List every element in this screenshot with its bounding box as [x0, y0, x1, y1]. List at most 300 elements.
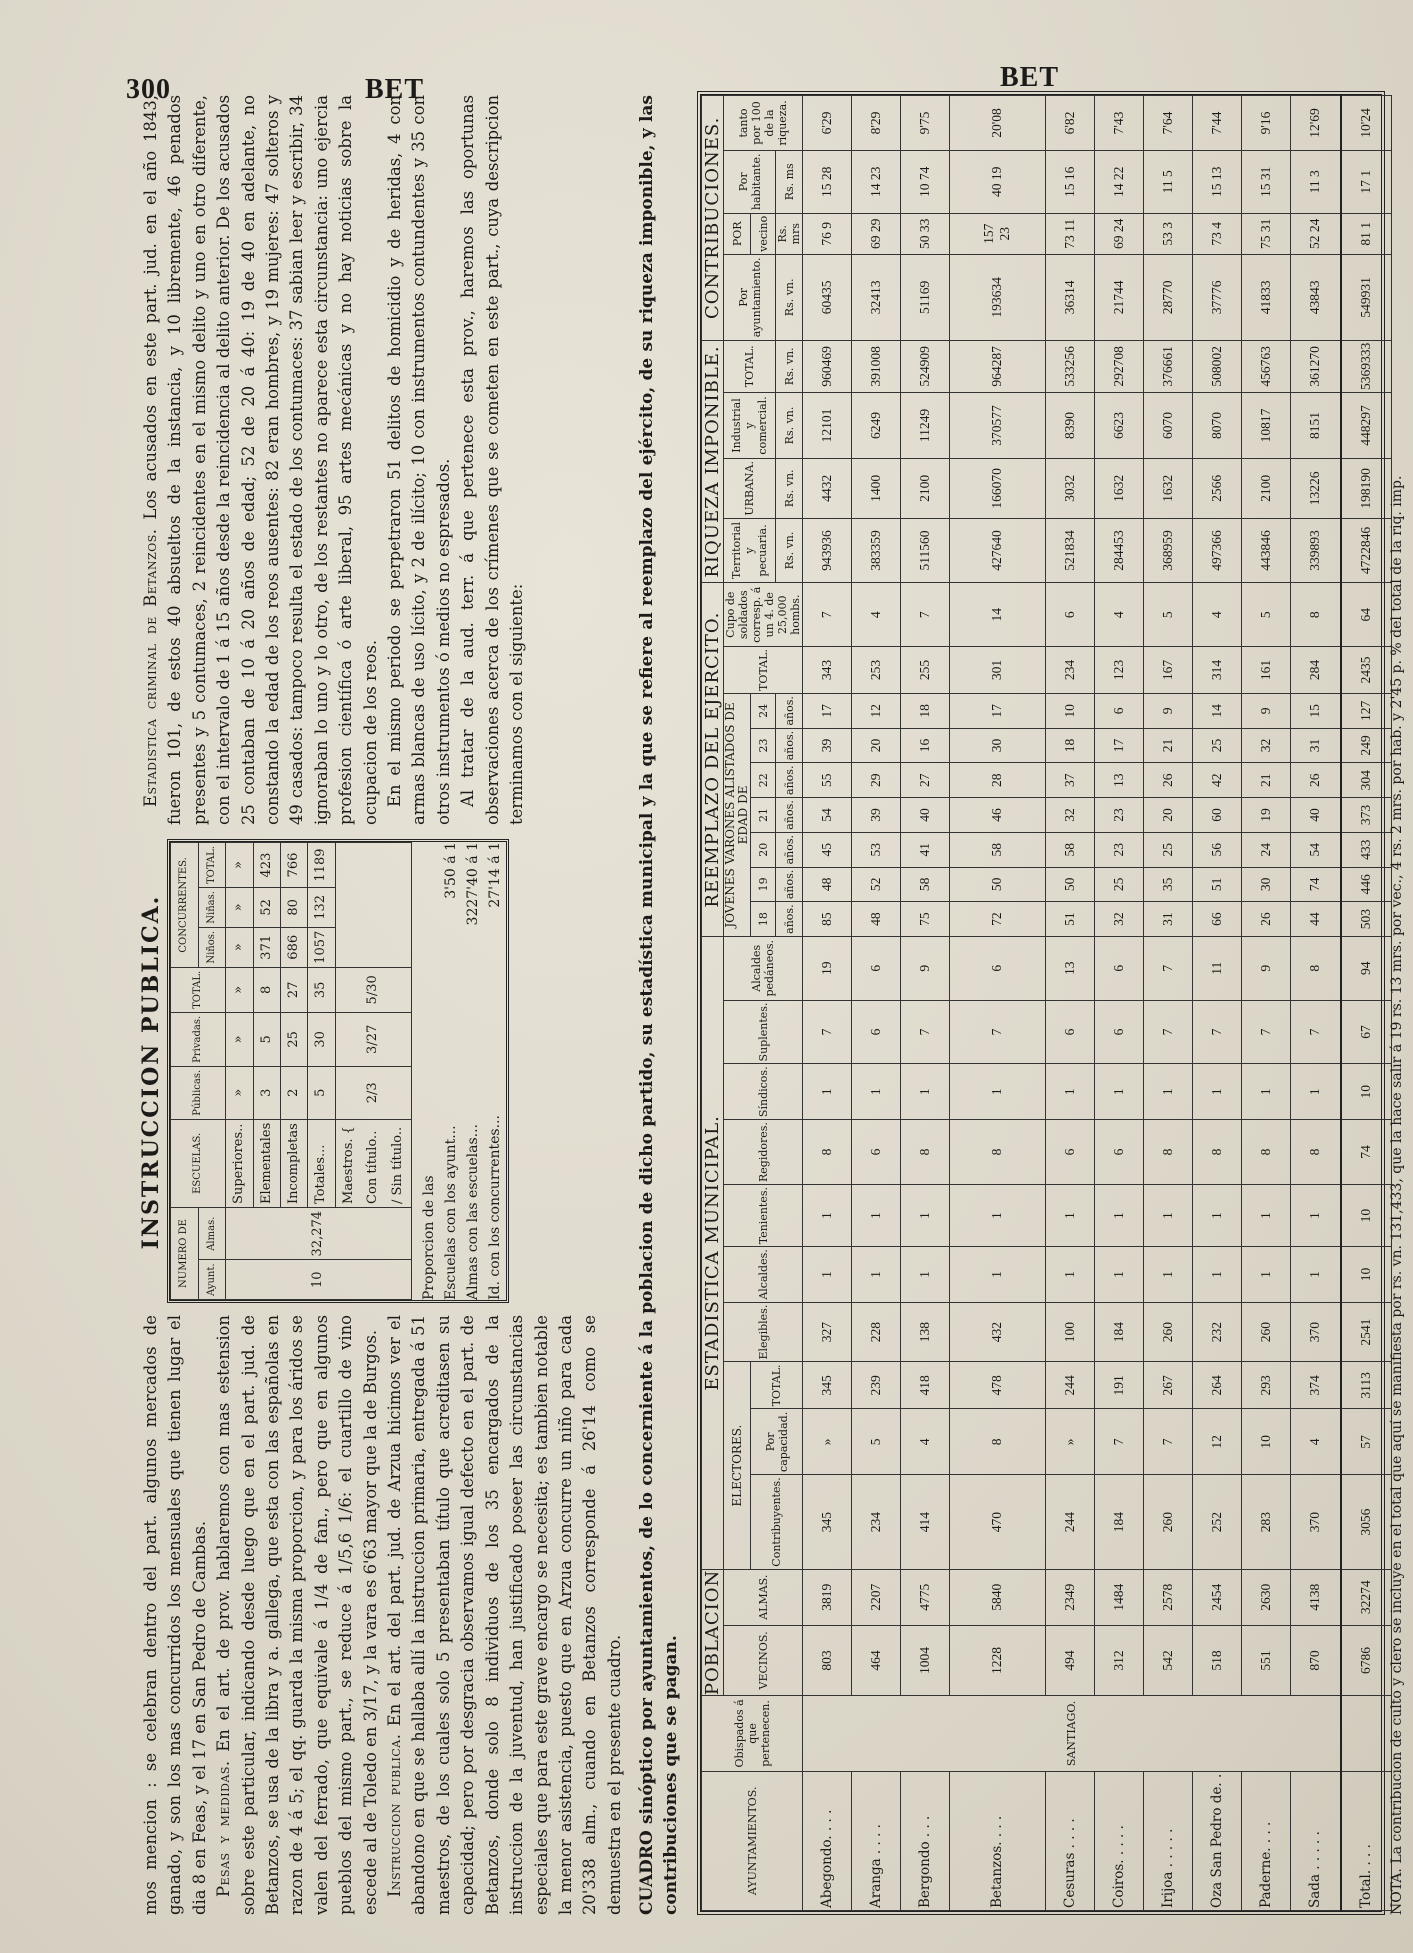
head-anos: años. — [776, 798, 803, 833]
cell-e19: 446 — [1341, 867, 1392, 902]
cell-tot: 456763 — [1241, 340, 1290, 392]
cell-et: 239 — [852, 1362, 901, 1409]
cell-tot: 964287 — [950, 340, 1045, 392]
cell-ec: 370 — [1290, 1475, 1341, 1569]
page-number: 300 — [126, 74, 171, 105]
cell-ph: 40 19 — [950, 150, 1045, 213]
cell-eleg: 100 — [1045, 1302, 1094, 1362]
cell-e22: 304 — [1341, 763, 1392, 798]
cell-pct: 8'29 — [852, 96, 901, 151]
cell: 132 — [308, 888, 335, 928]
cell: 1189 — [308, 843, 335, 888]
head-escuelas: ESCUELAS. — [171, 1119, 226, 1207]
cell-ten: 1 — [1045, 1185, 1094, 1247]
value: 3227'40 á 1 — [465, 842, 482, 926]
cell-alc: 1 — [1094, 1247, 1143, 1302]
table-row — [803, 96, 852, 1911]
upper-band — [135, 95, 635, 1915]
cell-e18: 31 — [1143, 902, 1192, 937]
paragraph-mercados: mos mencion : se celebran dentro del part. algunos mercados de ganado, y son los mas concurridos los mensuales que tienen lugar el dia 8 en Feas, y el 17 en San Pedro de Cambas. — [141, 1315, 209, 1915]
cell-tot: 361270 — [1290, 340, 1341, 392]
cell-e23: 32 — [1241, 728, 1290, 763]
cell-alc: 1 — [1192, 1247, 1241, 1302]
cell-e23: 31 — [1290, 728, 1341, 763]
cell: » — [226, 888, 253, 928]
cell: 5 — [308, 1066, 335, 1119]
cell-pv: 73 4 — [1192, 213, 1241, 254]
cell-ec: 345 — [803, 1475, 852, 1569]
cell-eleg: 232 — [1192, 1302, 1241, 1362]
cell-terr: 497366 — [1192, 518, 1241, 583]
cell-cupo: 4 — [852, 583, 901, 647]
cell-pay: 32413 — [852, 254, 901, 340]
ayuntamiento-name: Abegondo. . . . — [803, 1771, 852, 1910]
cell-e22: 55 — [803, 763, 852, 798]
cell: 8 — [253, 967, 280, 1012]
nota — [1387, 95, 1407, 1915]
row-label: Totales... — [308, 1119, 335, 1207]
head-rtot: TOTAL. — [724, 340, 776, 392]
head-obispados: Obispados á que pertenecen. — [702, 1696, 803, 1772]
cell-reg: 6 — [1045, 1120, 1094, 1185]
cell-vec: 494 — [1045, 1625, 1094, 1695]
proporcion-row — [462, 842, 484, 1300]
cell-e23: 18 — [1045, 728, 1094, 763]
head-age-18: 18 — [751, 902, 776, 937]
unit-rsvn: Rs. vn. — [776, 392, 803, 458]
cell-ph: 10 74 — [901, 150, 950, 213]
instruccion-title: INSTRUCCION PUBLICA. — [138, 894, 164, 1250]
cell-e19: 50 — [1045, 867, 1094, 902]
cell-e24: 17 — [803, 693, 852, 728]
cell-cupo: 5 — [1241, 583, 1290, 647]
head-anos: años. — [776, 728, 803, 763]
cell-sin: 1 — [1143, 1064, 1192, 1120]
value: 2 — [365, 1094, 381, 1104]
cell: 52 — [253, 888, 280, 928]
cell-ec: 184 — [1094, 1475, 1143, 1569]
head-anos: años. — [776, 693, 803, 728]
value: 27'14 á 1 — [487, 842, 504, 908]
obispado-cell: SANTIAGO. — [803, 1696, 1341, 1772]
cell-sup: 7 — [901, 1000, 950, 1064]
cell-ten: 1 — [950, 1185, 1045, 1247]
row-label: Superiores.. — [226, 1119, 253, 1207]
paragraph-text: En el art. de prov. hablaremos con mas estension sobre este particular, indicando desde luego que en el part. jud. de Betanzos, se usa de la libra y a. gallega, que esta con las españolas en razon de 4 á 5; el qq. guarda la misma proporcion, y para los áridos se valen del ferrado, que equivale á 1/4 de fan., pero que en algunos pueblos del mismo part., se reduce á 1/5,6 1/6: el cuartillo de vino escede al de Toledo en 3/17, y la vara es 6'63 mayor que la de Burgos. — [214, 1315, 380, 1915]
cell-et: 345 — [803, 1362, 852, 1409]
cell-eleg: 228 — [852, 1302, 901, 1362]
paragraph-conclusion: Al tratar de la aud. terr. á que pertenece esta prov., haremos las oportunas observaciones acerca de los crímenes que se cometen en este part., cuya descripcion terminamos con el siguiente: — [458, 95, 527, 825]
cell-ep: 7 — [1143, 1409, 1192, 1475]
ayuntamiento-name: Cesuras . . . . — [1045, 1771, 1094, 1910]
cell-vec: 542 — [1143, 1625, 1192, 1695]
cell-alc: 10 — [1341, 1247, 1392, 1302]
head-alcaldes: Alcaldes. — [724, 1247, 803, 1302]
cell-pct: 6'82 — [1045, 96, 1094, 151]
cell-rt: 255 — [901, 647, 950, 694]
cell-cupo: 14 — [950, 583, 1045, 647]
cell-ep: 12 — [1192, 1409, 1241, 1475]
unit-rsvn: Rs. vn. — [776, 459, 803, 519]
cell-tot: 508002 — [1192, 340, 1241, 392]
cell-pay: 36314 — [1045, 254, 1094, 340]
cell-e22: 26 — [1143, 763, 1192, 798]
head-ayuntamientos: AYUNTAMIENTOS. — [702, 1771, 803, 1910]
label: Id. con los concurrentes... — [487, 1115, 504, 1300]
cell-ec: 244 — [1045, 1475, 1094, 1569]
ayuntamiento-name: Sada . . . . . — [1290, 1771, 1341, 1910]
cell-urb: 198190 — [1341, 459, 1392, 519]
cell-sin: 1 — [950, 1064, 1045, 1120]
cell-alc: 1 — [1290, 1247, 1341, 1302]
cell-e18: 503 — [1341, 902, 1392, 937]
paragraph-head: Instruccion publica. — [385, 1733, 405, 1897]
cell-e18: 44 — [1290, 902, 1341, 937]
cell-tot: 391008 — [852, 340, 901, 392]
blank-cell — [335, 843, 411, 968]
cell-e21: 23 — [1094, 798, 1143, 833]
cell-vec: 803 — [803, 1625, 852, 1695]
cell-e23: 20 — [852, 728, 901, 763]
cell-pv: 75 31 — [1241, 213, 1290, 254]
cell-e19: 48 — [803, 867, 852, 902]
cell-tot: 960469 — [803, 340, 852, 392]
cell-e22: 28 — [950, 763, 1045, 798]
cell-e20: 23 — [1094, 832, 1143, 867]
cell-pv: 73 11 — [1045, 213, 1094, 254]
cell-cupo: 4 — [1094, 583, 1143, 647]
cell-reg: 6 — [852, 1120, 901, 1185]
cell-sin: 1 — [1241, 1064, 1290, 1120]
cell-et: 418 — [901, 1362, 950, 1409]
cell-e21: 46 — [950, 798, 1045, 833]
running-head-left: BET — [365, 74, 425, 105]
unit-rsvn: Rs. vn. — [776, 254, 803, 340]
cell-rt: 343 — [803, 647, 852, 694]
cell-pct: 20'08 — [950, 96, 1045, 151]
table-row — [852, 96, 901, 1911]
value: 3 — [365, 1082, 381, 1091]
cell: 5/30 — [335, 967, 411, 1012]
cell-e21: 39 — [852, 798, 901, 833]
cell-reg: 8 — [1192, 1120, 1241, 1185]
cell-cupo: 4 — [1192, 583, 1241, 647]
cell-rt: 2435 — [1341, 647, 1392, 694]
head-territorial: Territorial y pecuaria. — [724, 518, 776, 583]
cell-terr: 4722846 — [1341, 518, 1392, 583]
paragraph-pesas — [212, 1315, 383, 1915]
cell: 766 — [281, 843, 308, 888]
unit-rsmrs: Rs. mrs — [776, 213, 803, 254]
cell-reg: 6 — [1094, 1120, 1143, 1185]
head-almas: ALMAS. — [724, 1569, 803, 1625]
unit-rsms: Rs. ms — [776, 150, 803, 213]
head-anos: años. — [776, 832, 803, 867]
head-sindicos: Síndicos. — [724, 1064, 803, 1120]
cell-e24: 18 — [901, 693, 950, 728]
cell-e19: 35 — [1143, 867, 1192, 902]
cell-rt: 161 — [1241, 647, 1290, 694]
cell-terr: 511560 — [901, 518, 950, 583]
cell-pv: 69 24 — [1094, 213, 1143, 254]
cell-tot: 5369333 — [1341, 340, 1392, 392]
cell-vec: 551 — [1241, 1625, 1290, 1695]
cell-urb: 2566 — [1192, 459, 1241, 519]
group-riqueza: RIQUEZA IMPONIBLE. — [702, 340, 724, 583]
cell-ph: 17 1 — [1341, 150, 1392, 213]
cell-reg: 8 — [1143, 1120, 1192, 1185]
maestros-label: Maestros. — [340, 1138, 356, 1204]
cell-terr: 284453 — [1094, 518, 1143, 583]
cell-terr: 427640 — [950, 518, 1045, 583]
cell-ped: 9 — [901, 936, 950, 1000]
cell-e18: 72 — [950, 902, 1045, 937]
cell-e19: 52 — [852, 867, 901, 902]
cell-rt: 234 — [1045, 647, 1094, 694]
cell-et: 264 — [1192, 1362, 1241, 1409]
head-urbana: URBANA. — [724, 459, 776, 519]
cell-alm: 2630 — [1241, 1569, 1290, 1625]
cell-eleg: 327 — [803, 1302, 852, 1362]
proporcion-row — [484, 842, 506, 1300]
table-row — [226, 843, 253, 1300]
head-age-22: 22 — [751, 763, 776, 798]
cell-ten: 1 — [1192, 1185, 1241, 1247]
cell-pay: 37776 — [1192, 254, 1241, 340]
cell-alm: 5840 — [950, 1569, 1045, 1625]
cell-pay: 43843 — [1290, 254, 1341, 340]
row-label: Elementales — [253, 1119, 280, 1207]
value: 27 — [365, 1024, 381, 1042]
cell-e24: 17 — [950, 693, 1045, 728]
cell-e22: 26 — [1290, 763, 1341, 798]
cell-e18: 85 — [803, 902, 852, 937]
head-habitante: Por habitante. — [724, 150, 776, 213]
table-row — [1045, 96, 1094, 1911]
cell-tot: 524909 — [901, 340, 950, 392]
total-row — [1341, 96, 1392, 1911]
nota-text: La contribucion de culto y clero se incluye en el total que aquí se manifiesta por rs. vn. 131,433, que la hace salir á 19 rs. 13 mrs. por vec., 4 rs. 2 mrs. por hab. y 2'45 p. % del total de la riq. imp. — [1389, 475, 1405, 1864]
cell-urb: 4432 — [803, 459, 852, 519]
cell-alm: 1484 — [1094, 1569, 1143, 1625]
cell-e21: 32 — [1045, 798, 1094, 833]
head-publicas: Públicas. — [171, 1066, 226, 1119]
paragraph-instruccion — [383, 1315, 627, 1915]
cell-ph: 14 23 — [852, 150, 901, 213]
cell-sin: 1 — [1094, 1064, 1143, 1120]
head-privadas: Privadas. — [171, 1012, 226, 1066]
group-poblacion: POBLACION — [702, 1569, 723, 1696]
cell-ph: 15 16 — [1045, 150, 1094, 213]
cell-ec: 283 — [1241, 1475, 1290, 1569]
cell: 3 — [253, 1066, 280, 1119]
cell-sup: 6 — [1094, 1000, 1143, 1064]
table-row — [901, 96, 950, 1911]
head-capacidad: Por capacidad. — [751, 1409, 803, 1475]
cell-e20: 54 — [1290, 832, 1341, 867]
cell-pay: 51169 — [901, 254, 950, 340]
cell-sup: 6 — [1045, 1000, 1094, 1064]
value: 30 — [365, 975, 381, 992]
cell: 2 — [281, 1066, 308, 1119]
cell-e19: 74 — [1290, 867, 1341, 902]
cell-cupo: 6 — [1045, 583, 1094, 647]
cell-e23: 249 — [1341, 728, 1392, 763]
cell-e23: 17 — [1094, 728, 1143, 763]
cell-sin: 1 — [852, 1064, 901, 1120]
cell-ten: 1 — [901, 1185, 950, 1247]
cuadro-lead: CUADRO — [637, 1830, 657, 1915]
head-el-total: TOTAL. — [751, 1362, 803, 1409]
unit-rsvn: Rs. vn. — [776, 340, 803, 392]
cell-e24: 127 — [1341, 693, 1392, 728]
cell-ten: 1 — [1094, 1185, 1143, 1247]
cell-tot: 533256 — [1045, 340, 1094, 392]
cell-alc: 1 — [852, 1247, 901, 1302]
cell-pct: 12'69 — [1290, 96, 1341, 151]
head-total: TOTAL. — [171, 967, 226, 1012]
table-row — [1290, 96, 1341, 1911]
cell-sup: 7 — [1143, 1000, 1192, 1064]
cell-ec: 470 — [950, 1475, 1045, 1569]
ayuntamiento-name: Total. . . . — [1341, 1771, 1392, 1910]
cell-ten: 1 — [1143, 1185, 1192, 1247]
cell-e24: 15 — [1290, 693, 1341, 728]
cell-rt: 167 — [1143, 647, 1192, 694]
cell-e19: 51 — [1192, 867, 1241, 902]
cell-e22: 42 — [1192, 763, 1241, 798]
cell-sup: 7 — [1290, 1000, 1341, 1064]
cell-e18: 75 — [901, 902, 950, 937]
group-reemplazo: REEMPLAZO DEL EJERCITO. — [702, 583, 724, 937]
cell-ten: 1 — [852, 1185, 901, 1247]
head-pedaneos: Alcaldes pedáneos. — [724, 936, 803, 1000]
value: 5 — [365, 996, 381, 1005]
cell-e23: 25 — [1192, 728, 1241, 763]
cell-ep: 7 — [1094, 1409, 1143, 1475]
cell-eleg: 138 — [901, 1302, 950, 1362]
cell-e21: 20 — [1143, 798, 1192, 833]
cell-alc: 1 — [1241, 1247, 1290, 1302]
group-estadistica: ESTADISTICA MUNICIPAL. — [702, 936, 724, 1569]
cell-reg: 8 — [950, 1120, 1045, 1185]
cell-alc: 1 — [950, 1247, 1045, 1302]
proporcion-label: Proporcion de las — [421, 1175, 438, 1300]
instruccion-table — [167, 839, 509, 1303]
cell-pct: 6'29 — [803, 96, 852, 151]
head-regidores: Regidores. — [724, 1120, 803, 1185]
cell: 1057 — [308, 927, 335, 967]
head-anos: años. — [776, 902, 803, 937]
cell-pct: 9'75 — [901, 96, 950, 151]
cell-ep: 10 — [1241, 1409, 1290, 1475]
nota-label: NOTA. — [1389, 1868, 1405, 1915]
head-age-21: 21 — [751, 798, 776, 833]
cell-urb: 3032 — [1045, 459, 1094, 519]
cell-alm: 2454 — [1192, 1569, 1241, 1625]
cell-e22: 37 — [1045, 763, 1094, 798]
cell-e20: 58 — [1045, 832, 1094, 867]
cell-terr: 943936 — [803, 518, 852, 583]
cell-vec: 1228 — [950, 1625, 1045, 1695]
cell-e18: 51 — [1045, 902, 1094, 937]
cell-alc: 1 — [803, 1247, 852, 1302]
head-anos: años. — [776, 763, 803, 798]
cell-ep: 4 — [901, 1409, 950, 1475]
head-anos: años. — [776, 867, 803, 902]
cell-pay: 21744 — [1094, 254, 1143, 340]
cell-e22: 29 — [852, 763, 901, 798]
cell-tot: 376661 — [1143, 340, 1192, 392]
cell-pv: 53 3 — [1143, 213, 1192, 254]
cell-ten: 1 — [803, 1185, 852, 1247]
cell-urb: 166070 — [950, 459, 1045, 519]
cell: 423 — [253, 843, 280, 888]
cell-sup: 7 — [1192, 1000, 1241, 1064]
cell-alm: 2349 — [1045, 1569, 1094, 1625]
cell-e18: 26 — [1241, 902, 1290, 937]
cell-sin: 1 — [1192, 1064, 1241, 1120]
cell-ind: 8390 — [1045, 392, 1094, 458]
head-almas: Almas. — [198, 1207, 225, 1260]
cell-ec: 234 — [852, 1475, 901, 1569]
cell-pv: 50 33 — [901, 213, 950, 254]
group-contribuciones: CONTRIBUCIONES. — [702, 96, 724, 341]
cell-ten: 1 — [1241, 1185, 1290, 1247]
paragraph-head: Pesas y medidas. — [214, 1760, 234, 1897]
cell-ped: 94 — [1341, 936, 1392, 1000]
cell-alm: 2578 — [1143, 1569, 1192, 1625]
head-vecino: vecino — [751, 213, 776, 254]
cell-ec: 252 — [1192, 1475, 1241, 1569]
cell-pay: 60435 — [803, 254, 852, 340]
cell-e19: 50 — [950, 867, 1045, 902]
paragraph-text: En el art. del part. jud. de Arzua hicimos ver el abandono en que se hallaba allí la instruccion primaria, entregada á 51 maestros, de los cuales solo 5 presentaban título que acreditasen su capacidad; pero por desgracia observamos igual defecto en el part. de Betanzos, donde solo 8 individuos de los 35 encargados de la instruccion de la juventud, han justificado poseer las circunstancias especiales que para este grave encargo se necesita; es tambien notable la menor asistencia, puesto que en Arzua concurre un niño para cada 20'338 alm., cuando en Betanzos corresponde á 26'14 como se demuestra en el presente cuadro. — [385, 1314, 624, 1915]
head-cupo: Cupo de soldados corresp. á un 4. de 25,000 hombs. — [724, 583, 803, 647]
rotated-content — [135, 95, 1413, 1915]
cell-ind: 6070 — [1143, 392, 1192, 458]
cell-pv: 81 1 — [1341, 213, 1392, 254]
proporcion-row — [440, 842, 462, 1300]
cell-alm: 4775 — [901, 1569, 950, 1625]
cell-eleg: 260 — [1241, 1302, 1290, 1362]
cell-ped: 7 — [1143, 936, 1192, 1000]
cell-ped: 11 — [1192, 936, 1241, 1000]
cell-e24: 9 — [1241, 693, 1290, 728]
cell-cupo: 5 — [1143, 583, 1192, 647]
cell-eleg: 2541 — [1341, 1302, 1392, 1362]
cell-ped: 19 — [803, 936, 852, 1000]
head-por-ayunt: Por ayuntamiento. — [724, 254, 776, 340]
right-text-column — [139, 95, 629, 825]
cell-pv: 69 29 — [852, 213, 901, 254]
cell-urb: 1632 — [1094, 459, 1143, 519]
cell-sin: 1 — [901, 1064, 950, 1120]
cell: 3/27 — [335, 1012, 411, 1066]
cell: 686 — [281, 927, 308, 967]
cell-ep: » — [803, 1409, 852, 1475]
cell-e21: 373 — [1341, 798, 1392, 833]
cell-urb: 2100 — [1241, 459, 1290, 519]
cell-e19: 25 — [1094, 867, 1143, 902]
row-label: Incompletas — [281, 1119, 308, 1207]
cell: 27 — [281, 967, 308, 1012]
cell-pv: 52 24 — [1290, 213, 1341, 254]
cell-ep: 4 — [1290, 1409, 1341, 1475]
cell-ep: 57 — [1341, 1409, 1392, 1475]
cell-pay: 28770 — [1143, 254, 1192, 340]
cell-pct: 7'64 — [1143, 96, 1192, 151]
